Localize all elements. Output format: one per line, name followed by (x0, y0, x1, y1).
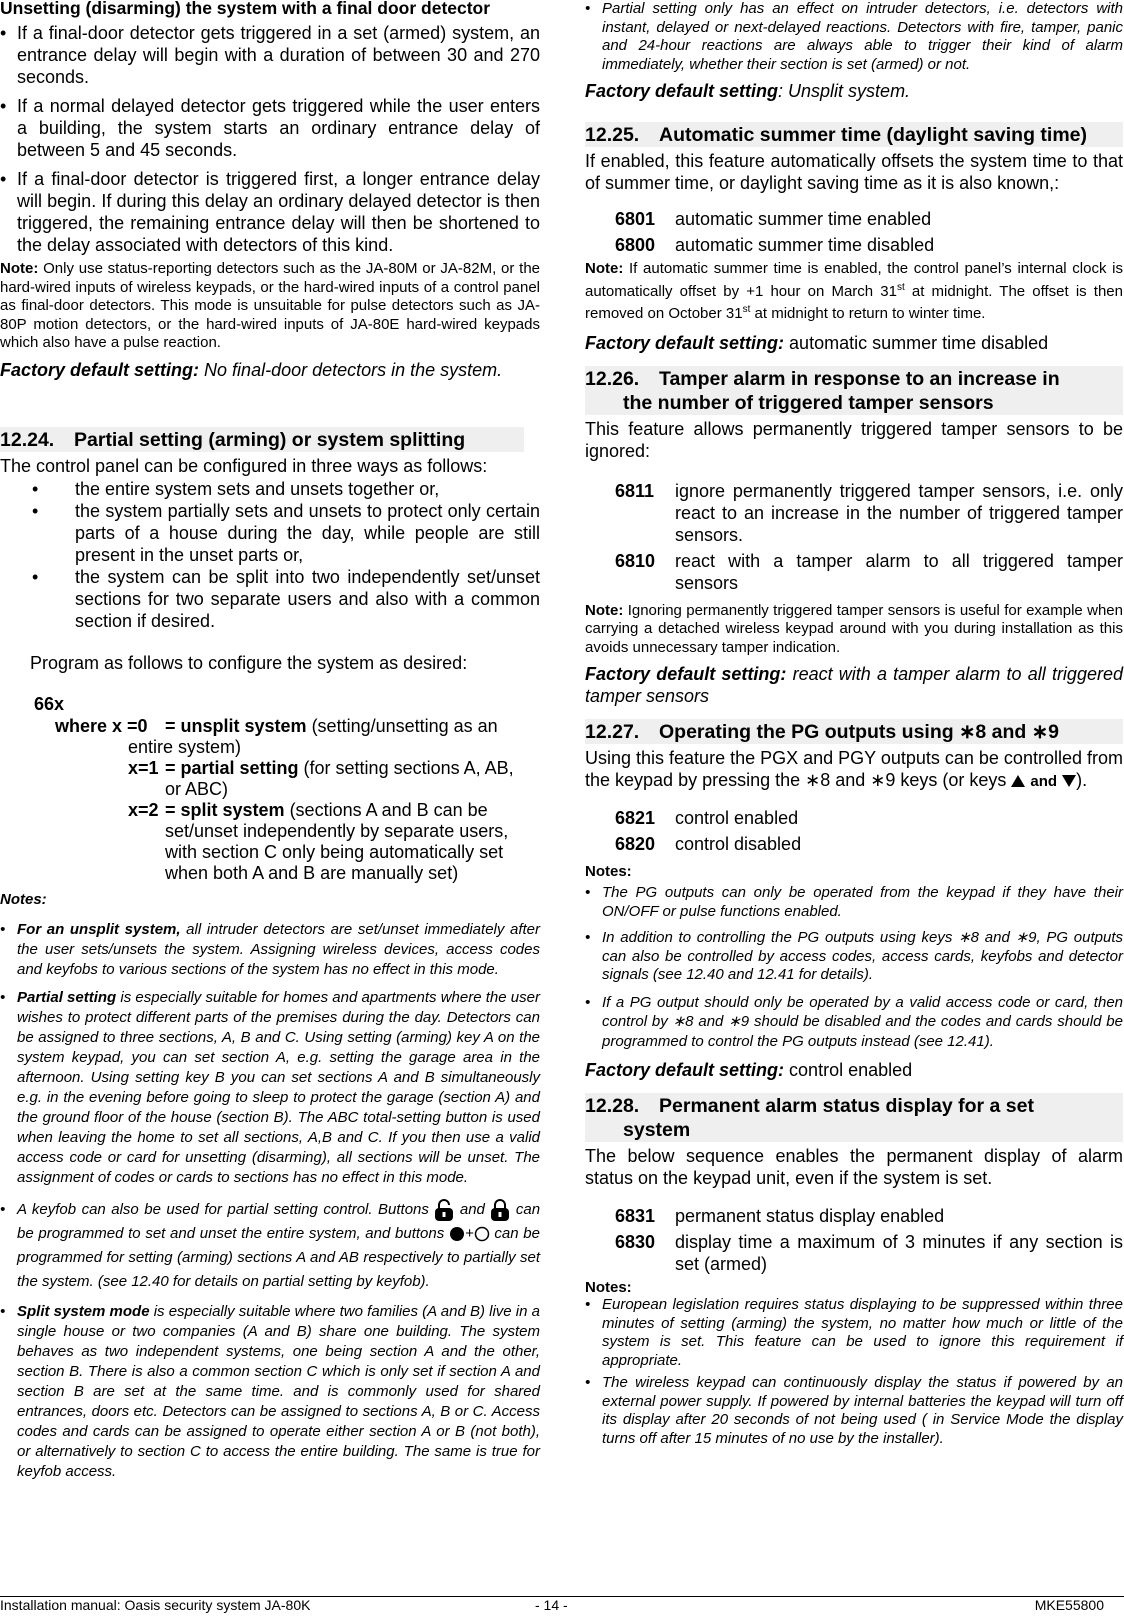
program-instruction: Program as follows to configure the system as desired: (30, 652, 468, 673)
note-split: • Split system mode is especially suitable where two families (A and B) live in a single house or two companies (A and B) share one building. The system behaves as two independent systems, one being section A and the other, section B. There is also a common section C which is only set if section A and section B are set at the same time. and is commonly used for shared entrances, doors etc. Detectors can be assigned to sections A, B or C. Access codes and cards can be assigned to operate either section A or B (not both), or alternatively to section C to access the entire building. The same is true for keyfob access. (0, 1302, 540, 1482)
list-item: • If a final-door detector is triggered first, a longer entrance delay will begin. If during this delay an ordinary delayed detector is then triggered, the remaining entrance delay will then be shortened to the delay associated with detectors of this kind. (0, 168, 540, 256)
code-row: 6820 control disabled (615, 834, 802, 854)
final-door-bullets (0, 22, 540, 256)
note-text: Only use status-reporting detectors such as the JA-80M or JA-82M, or the hard-wired inputs of wireless keypads, or the hard-wired inputs of a control panel as final-door detectors. This mode is unsuitable for pulse detectors such as JA-80P motion detectors, or the hard-wired inputs of JA-80E hard-wired keypads which also have a pulse reaction. (0, 260, 541, 351)
option-0-cont: entire system) (128, 736, 242, 757)
code-list-summer (585, 208, 1123, 256)
default-label: Factory default setting: (0, 359, 200, 380)
factory-default-split: Factory default setting: Unsplit system. (585, 81, 911, 101)
default-value: No final-door detectors in the system. (204, 359, 503, 380)
note-partial-setting-effect: • Partial setting only has an effect on intruder detectors, i.e. detectors with instant, delayed or next-delayed reactions. Detectors with fire, tamper, panic and 24-hour reactions are always able to trigger their kind of alarm immediately, whether their section is set (armed) or not. (585, 0, 1123, 74)
section-heading-12-26: 12.26. Tamper alarm in response to an increase in the number of triggered tamper sensors (585, 366, 1123, 415)
option-1-cont: or ABC) (165, 778, 229, 799)
code-list-tamper (585, 480, 1123, 594)
list-item: • In addition to controlling the PG outputs using keys ∗8 and ∗9, PG outputs can also be controlled by access codes, access cards, keyfobs and detector signals (see 12.40 and 12.41 for details). (585, 929, 1123, 985)
footer-manual-title: Installation manual: Oasis security system JA-80K (0, 1597, 311, 1613)
option-2-cont: with section C only being automatically set (165, 841, 504, 862)
config-bullets (0, 478, 540, 632)
right-column (585, 0, 1123, 1448)
unlock-icon (434, 1198, 454, 1222)
subheading-unsetting: Unsetting (disarming) the system with a final door detector (0, 0, 491, 18)
code-66x: 66x (34, 693, 65, 714)
notes-label: Notes: (585, 863, 632, 880)
option-2-cont: set/unset independently by separate users, (165, 820, 509, 841)
code-list-status (585, 1205, 1123, 1275)
option-2-key: x=2 (128, 799, 159, 820)
factory-default-tamper: Factory default setting: react with a tamper alarm to all triggered tamper sensors (585, 664, 1123, 706)
factory-default-final-door (0, 359, 540, 381)
note-summer: Note: If automatic summer time is enabled, the control panel’s internal clock is automatically offset by +1 hour on March 31st at midnight. The offset is then removed on October 31st at midnight to return to winter time. (585, 260, 1123, 322)
down-arrow-key-icon (1062, 775, 1076, 787)
list-item: • the system partially sets and unsets to protect only certain parts of a house during the day, while people are still present in the unset parts or, (32, 500, 540, 565)
factory-default-summer: Factory default setting: automatic summer time disabled (585, 332, 1049, 353)
note-keyfob: • A keyfob can also be used for partial setting control. Buttons and can be programmed to set and unset the entire system, and buttons + can be programmed for setting (arming) sections A and AB respectively to partially set the system. (see 12.40 for details on partial setting by keyfob). (0, 1198, 540, 1294)
section-heading-12-24 (0, 427, 524, 452)
section-intro: This feature allows permanently triggered tamper sensors to be ignored: (585, 418, 1123, 461)
note-label: Note: (0, 260, 39, 277)
up-arrow-key-icon (1011, 775, 1025, 787)
code-row: 6801 automatic summer time enabled (615, 209, 932, 229)
notes-label: Notes: (0, 890, 47, 908)
filled-circle-button-icon (449, 1226, 465, 1242)
option-1: = partial setting (for setting sections A, AB, (165, 757, 514, 778)
section-heading-12-25: 12.25. Automatic summer time (daylight saving time) (585, 122, 1123, 147)
where-label: where x =0 (55, 715, 148, 736)
section-number: 12.24. (0, 428, 55, 451)
list-item: • the system can be split into two independently set/unset sections for two separate users and also with a common section if desired. (32, 566, 540, 631)
section-intro: The below sequence enables the permanent display of alarm status on the keypad unit, even if the system is set. (585, 1146, 1123, 1188)
list-item: • The wireless keypad can continuously display the status if powered by an external power supply. If powered by internal batteries the keypad will turn off its display after 20 seconds of not being used ( in Service Mode the display turns off after 15 minutes of no use by the installer). (585, 1374, 1123, 1448)
note-tamper: Note: Ignoring permanently triggered tamper sensors is useful for example when carrying a detached wireless keypad around with you during installation as this avoids unnecessary tamper indication. (585, 601, 1123, 656)
list-item: • If a normal delayed detector gets triggered while the user enters a building, the system starts an ordinary entrance delay of between 5 and 45 seconds. (0, 95, 540, 161)
section-intro: The control panel can be configured in three ways as follows: (0, 455, 488, 476)
section-intro: If enabled, this feature automatically offsets the system time to that of summer time, or daylight saving time as it is also known,: (585, 151, 1123, 193)
code-row: 6831 permanent status display enabled (615, 1206, 945, 1226)
code-row: 6811 ignore permanently triggered tamper sensors, i.e. only react to an increase in the number of triggered tamper sensors. (615, 480, 1123, 545)
list-item: • European legislation requires status displaying to be suppressed within three minutes of setting (arming) the system, no matter how much or little of the system is set. This feature can be used to ignore this requirement if appropriate. (585, 1296, 1123, 1370)
list-item: • If a final-door detector gets triggered in a set (armed) system, an entrance delay will begin with a duration of between 30 and 270 seconds. (0, 22, 540, 88)
empty-circle-button-icon (474, 1226, 490, 1242)
code-row: 6800 automatic summer time disabled (615, 235, 935, 255)
section-title: Partial setting (arming) or system splitting (74, 428, 466, 451)
code-row: 6821 control enabled (615, 808, 799, 828)
section-heading-12-27: 12.27. Operating the PG outputs using ∗8 and ∗9 (585, 719, 1123, 744)
option-1-key: x=1 (128, 757, 159, 778)
option-2: = split system (sections A and B can be (165, 799, 488, 820)
left-column (0, 0, 540, 1482)
notes-label: Notes: (585, 1279, 632, 1296)
code-row: 6830 display time a maximum of 3 minutes if any section is set (armed) (615, 1232, 1123, 1274)
option-2-cont: when both A and B are manually set) (165, 862, 459, 883)
option-0: = unsplit system (setting/unsetting as an (165, 715, 498, 736)
list-item: • If a PG output should only be operated by a valid access code or card, then control by ∗8 and ∗9 should be disabled and the codes and cards should be programmed to control the PG outputs instead (see 12.41). (585, 993, 1123, 1052)
factory-default-pg: Factory default setting: control enabled (585, 1060, 913, 1080)
list-item: • The PG outputs can only be operated from the keypad if they have their ON/OFF or pulse functions enabled. (585, 884, 1123, 921)
code-row: 6810 react with a tamper alarm to all triggered tamper sensors (615, 550, 1123, 593)
note-unsplit: • For an unsplit system, all intruder detectors are set/unset immediately after the user sets/unsets the system. Assigning wireless devices, access codes and keyfobs to various sections of the system has no effect in this mode. (0, 920, 540, 980)
page-number: - 14 - (535, 1597, 568, 1613)
note-partial: • Partial setting is especially suitable for homes and apartments where the user wishes to protect different parts of the premises during the day. Detectors can be assigned to three sections, A, B and C. Using setting (arming) key A on the system keypad, you can set section A, e.g. setting the garage area in the afternoon. Using setting key B you can set sections A and B simultaneously e.g. in the evening before going to sleep to protect the garage (section A) and the ground floor of the house (section B). The ABC total-setting button is used when leaving the home to set all sections, A,B and C. If you then use a valid access code or card for unsetting (disarming), all sections will be unset. The assignment of codes or cards to sections has no effect in this mode. (0, 988, 540, 1188)
list-item: • the entire system sets and unsets together or, (32, 478, 440, 499)
lock-icon (490, 1198, 510, 1222)
code-list-pg (585, 807, 1123, 855)
document-code: MKE55800 (1034, 1597, 1104, 1613)
section-intro: Using this feature the PGX and PGY outputs can be controlled from the keypad by pressing the ∗8 and ∗9 keys (or keys and ). (585, 748, 1123, 790)
note-final-door (0, 260, 540, 353)
option-list (0, 715, 540, 885)
section-heading-12-28: 12.28. Permanent alarm status display for a set system (585, 1093, 1123, 1142)
